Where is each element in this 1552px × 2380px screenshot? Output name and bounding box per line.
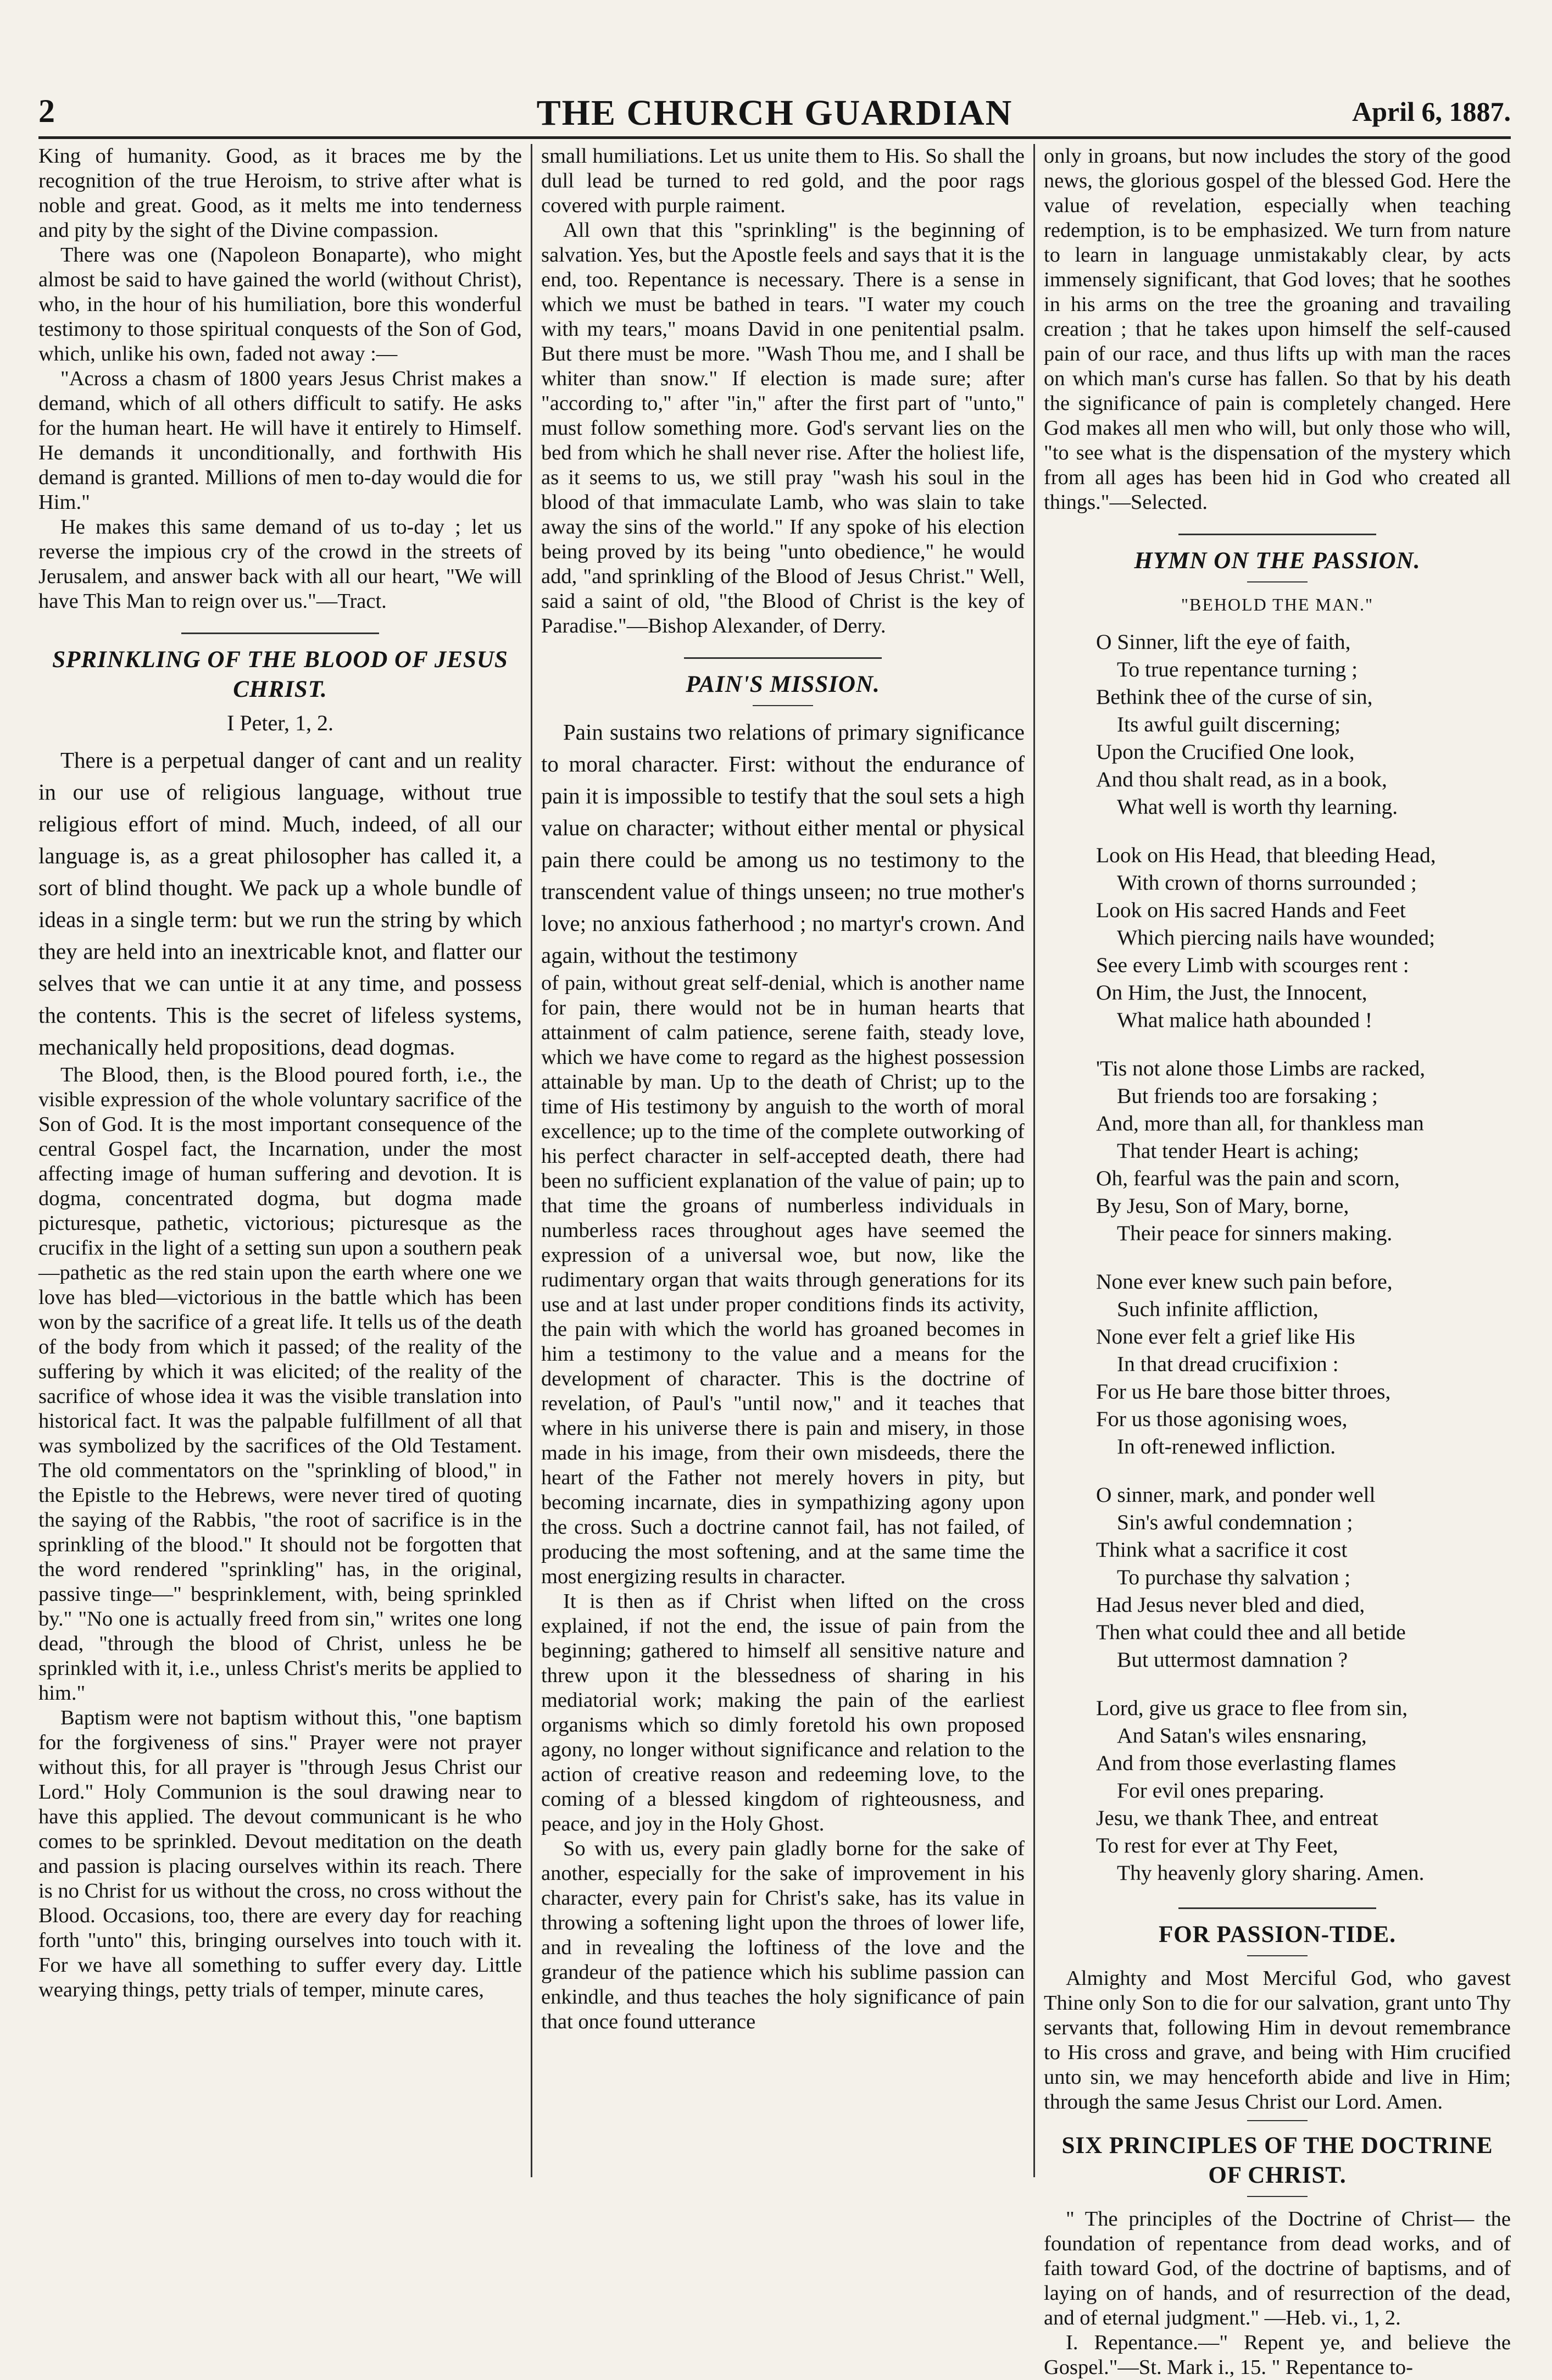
section-separator bbox=[684, 657, 882, 659]
verse-line: Its awful guilt discerning; bbox=[1117, 712, 1340, 736]
page-number: 2 bbox=[38, 93, 55, 129]
hymn-stanza bbox=[1096, 628, 1511, 820]
verse-line: But friends too are forsaking ; bbox=[1117, 1084, 1378, 1108]
hymn-stanza bbox=[1096, 1268, 1511, 1460]
paragraph: " The principles of the Doctrine of Christ— the foundation of repentance from dead works, and of faith toward God, of the doctrine of baptisms, and of laying on of hands, and of resurrection of the dead, and of eternal judgment." —Heb. vi., 1, 2. bbox=[1044, 2207, 1511, 2329]
verse-line: Upon the Crucified One look, bbox=[1096, 740, 1355, 764]
paragraph: I. Repentance.—" Repent ye, and believe the Gospel."—St. Mark i., 15. " Repentance to- bbox=[1044, 2331, 1511, 2379]
verse-line: For evil ones preparing. bbox=[1117, 1778, 1325, 1802]
scripture-reference: I Peter, 1, 2. bbox=[227, 711, 333, 735]
verse-line: Jesu, we thank Thee, and entreat bbox=[1096, 1806, 1378, 1830]
title-underline bbox=[1247, 581, 1308, 582]
paragraph: of pain, without great self-denial, which is another name for pain, there would not be in human hearts that attainment of calm patience, serene faith, steady love, which we have come to regard as the highest possession attainable by man. Up to the death of Christ; up to the time of His testimony by anguish to the worth of moral excellence; up to the time of the complete outworking of his perfect character in self-accepted death, there had been no sufficient explanation of the value of pain; up to that time the groans of numberless individuals in numberless races throughout ages have seemed the expression of a universal woe, but now, like the rudimentary organ that waits through generations for its use and at last under proper conditions finds its activity, the pain with which the world has groaned becomes in him a testimony to the value and a means for the development of character. This is the doctrine of revelation, of Paul's "until now," and it teaches that where in his universe there is pain and misery, in those made in his image, from their own misdeeds, there the heart of the Father not merely hovers in pity, but becoming incarnate, dies in sympathizing agony upon the cross. Such a doctrine cannot fail, has not failed, of producing the most softening, and at the same time the most energizing results in character. bbox=[541, 972, 1025, 1588]
masthead bbox=[38, 92, 1511, 139]
column-rule-right bbox=[1033, 144, 1035, 2177]
verse-line: None ever knew such pain before, bbox=[1096, 1269, 1393, 1294]
paragraph: There was one (Napoleon Bonaparte), who might almost be said to have gained the world (without Christ), who, in the hour of his humiliation, bore this wonderful testimony to those spiritual conquests of the Son of God, which, unlike his own, faded not away :— bbox=[38, 243, 522, 365]
paragraph: Baptism were not baptism without this, "one baptism for the forgiveness of sins." Prayer were not prayer without this, for all prayer is "through Jesus Christ our Lord." Holy Communion is the soul drawing near to have this applied. The devout communicant is he who comes to be sprinkled. Devout meditation on the death and passion is placing ourselves within its reach. There is no Christ for us without the cross, no cross without the Blood. Occasions, too, there are every day for reaching forth "unto" this, bringing ourselves into touch with it. For we have all something to suffer every day. Little wearying things, petty trials of temper, minute cares, bbox=[38, 1706, 522, 2001]
verse-line: Had Jesus never bled and died, bbox=[1096, 1593, 1365, 1617]
column-one bbox=[38, 144, 522, 2177]
paragraph: It is then as if Christ when lifted on the cross explained, if not the end, the issue of pain from the beginning; gathered to himself all sensitive nature and threw upon it the blessedness of sharing in his mediatorial work; making the pain of the earliest organisms which so dimly foretold his own proposed agony, no longer without significance and relation to the action of creative reason and redeeming love, to the coming of a blessed kingdom of righteousness, and peace, and joy in the Holy Ghost. bbox=[541, 1590, 1025, 1835]
verse-line: Bethink thee of the curse of sin, bbox=[1096, 685, 1373, 709]
section-separator bbox=[1178, 534, 1376, 535]
verse-line: Such infinite affliction, bbox=[1117, 1297, 1319, 1321]
paragraph: The Blood, then, is the Blood poured forth, i.e., the visible expression of the whole voluntary sacrifice of the Son of God. It is the most important consequence of the central Gospel fact, the Incarnation, under the most affecting image of human suffering and devotion. It is dogma, concentrated dogma, but dogma made picturesque, pathetic, victorious; picturesque as the crucifix in the light of a setting sun upon a southern peak—pathetic as the red stain upon the earth where one we love has bled—victorious in the battle which has been won by the sacrifice of a great life. It tells us of the death of the body from which it passed; of the reality of the suffering by which it was elicited; of the reality of the sacrifice of whose idea it was the visible translation into historical fact. It was the palpable fulfillment of all that was symbolized by the sacrifices of the Old Testament. The old commentators on the "sprinkling of blood," in the Epistle to the Hebrews, were never tired of quoting the saying of the Rabbis, "the root of sacrifice is in the sprinkling of the blood." It should not be forgotten that the word rendered "sprinkling" has, in the original, passive tinge—" besprinklement, with, being sprinkled by." "No one is actually freed from sin," writes one long dead, "through the blood of Christ, unless he be sprinkled with it, i.e., unless Christ's merits be applied to him." bbox=[38, 1063, 522, 1705]
verse-line: That tender Heart is aching; bbox=[1117, 1139, 1359, 1163]
verse-line: With crown of thorns surrounded ; bbox=[1117, 870, 1417, 895]
prayer-title: FOR PASSION-TIDE. bbox=[1159, 1922, 1396, 1948]
hymn-poem bbox=[1044, 628, 1511, 1887]
quote-paragraph: "Across a chasm of 1800 years Jesus Christ makes a demand, which of all others difficult to satify. He asks for the human heart. He will have it entirely to Himself. He demands it unconditionally, and forthwith His demand is granted. Millions of men to-day would die for Him." bbox=[38, 367, 522, 514]
verse-line: None ever felt a grief like His bbox=[1096, 1324, 1355, 1349]
article-title-pains-mission: PAIN'S MISSION. bbox=[686, 672, 880, 697]
verse-line: For us He bare those bitter throes, bbox=[1096, 1379, 1391, 1403]
issue-date: April 6, 1887. bbox=[1352, 96, 1511, 127]
paragraph: only in groans, but now includes the story of the good news, the glorious gospel of the blessed God. Here the value of revelation, especially when teaching redemption, is to be emphasized. We turn from nature to learn in language unmistakably clear, by acts immensely significant, that God loves; that he soothes in his arms on the tree the groaning and travailing creation ; that he takes upon himself the self-caused pain of our race, and thus lifts up with man the races on which man's curse has fallen. So that by his death the significance of pain is completely changed. Here God makes all men who will, but only those who will, "to see what is the dispensation of the mystery which from all ages has been hid in God who created all things."—Selected. bbox=[1044, 145, 1511, 514]
section-separator bbox=[1178, 1907, 1376, 1909]
verse-line: To rest for ever at Thy Feet, bbox=[1096, 1833, 1338, 1857]
verse-line: Lord, give us grace to flee from sin, bbox=[1096, 1696, 1408, 1720]
verse-line: To true repentance turning ; bbox=[1117, 657, 1358, 681]
verse-line: To purchase thy salvation ; bbox=[1117, 1565, 1351, 1589]
title-underline bbox=[1247, 1955, 1308, 1956]
prayer-text: Almighty and Most Merciful God, who gavest Thine only Son to die for our salvation, grant unto Thy servants that, following Him in devout remembrance to His cross and grave, and being with Him crucified unto sin, we may henceforth abide and live in Him; through the same Jesus Christ our Lord. Amen. bbox=[1044, 1967, 1511, 2113]
hymn-stanza bbox=[1096, 841, 1511, 1034]
paragraph: All own that this "sprinkling" is the beginning of salvation. Yes, but the Apostle feels and says that it is the end, too. Repentance is necessary. There is a sense in which we must be bathed in tears. "I water my couch with my tears," moans David in one penitential psalm. But there must be more. "Wash Thou me, and I shall be whiter than snow." If election is made sure; after "according to," after "in," after the first part of "unto," must follow something more. God's servant lies on the bed from which he shall never rise. After the holiest life, as it seems to us, we still pray "wash his soul in the blood of that immaculate Lamb, who was slain to take away the sins of the world." If any spoke of his election being proved by its being "unto obedience," he would add, "and sprinkling of the Blood of Jesus Christ." Well, said a saint of old, "the Blood of Christ is the key of Paradise."—Bishop Alexander, of Derry. bbox=[541, 219, 1025, 637]
verse-line: O sinner, mark, and ponder well bbox=[1096, 1483, 1376, 1507]
hymn-stanza bbox=[1096, 1055, 1511, 1247]
verse-line: 'Tis not alone those Limbs are racked, bbox=[1096, 1056, 1426, 1080]
verse-line: What well is worth thy learning. bbox=[1117, 795, 1398, 819]
column-rule-left bbox=[531, 144, 532, 2177]
doctrine-title: SIX PRINCIPLES OF THE DOCTRINE OF CHRIST. bbox=[1061, 2133, 1493, 2188]
verse-line: What malice hath abounded ! bbox=[1117, 1008, 1373, 1032]
verse-line: O Sinner, lift the eye of faith, bbox=[1096, 630, 1351, 654]
verse-line: And, more than all, for thankless man bbox=[1096, 1111, 1424, 1135]
paragraph: He makes this same demand of us to-day ; let us reverse the impious cry of the crowd in the streets of Jerusalem, and answer back with all our heart, "We will have This Man to reign over us."—Tract. bbox=[38, 515, 522, 613]
article-title-sprinkling: SPRINKLING OF THE BLOOD OF JESUS CHRIST. bbox=[52, 647, 508, 702]
verse-line: Look on His sacred Hands and Feet bbox=[1096, 898, 1406, 922]
hymn-stanza bbox=[1096, 1481, 1511, 1673]
column-two bbox=[541, 144, 1025, 2177]
title-underline bbox=[1247, 2196, 1308, 2197]
verse-line: In that dread crucifixion : bbox=[1117, 1352, 1339, 1376]
verse-line: In oft-renewed infliction. bbox=[1117, 1434, 1336, 1458]
section-separator bbox=[181, 633, 379, 634]
paragraph: King of humanity. Good, as it braces me by the recognition of the true Heroism, to strive after what is noble and great. Good, as it melts me into tenderness and pity by the sight of the Divine compassion. bbox=[38, 145, 522, 242]
hymn-title: HYMN ON THE PASSION. bbox=[1134, 548, 1421, 574]
verse-line: Thy heavenly glory sharing. Amen. bbox=[1117, 1861, 1425, 1885]
verse-line: Which piercing nails have wounded; bbox=[1117, 925, 1436, 950]
verse-line: Look on His Head, that bleeding Head, bbox=[1096, 843, 1436, 867]
verse-line: But uttermost damnation ? bbox=[1117, 1647, 1348, 1672]
paragraph: Pain sustains two relations of primary significance to moral character. First: without the endurance of pain it is impossible to testify that the soul sets a high value on character; without either mental or physical pain there could be among us no testimony to the transcendent value of things unseen; no true mother's love; no anxious fatherhood ; no martyr's crown. And again, without the testimony bbox=[541, 719, 1025, 968]
verse-line: By Jesu, Son of Mary, borne, bbox=[1096, 1194, 1349, 1218]
paragraph: There is a perpetual danger of cant and un reality in our use of religious language, without true religious effort of mind. Much, indeed, of all our language is, as a great philosopher has called it, a sort of blind thought. We pack up a whole bundle of ideas in a single term: but we run the string by which they are held into an inextricable knot, and flatter our selves that we can untie it at any time, and possess the contents. This is the secret of lifeless systems, mechanically held propositions, dead dogmas. bbox=[38, 747, 522, 1059]
verse-line: Their peace for sinners making. bbox=[1117, 1221, 1393, 1245]
column-three bbox=[1044, 144, 1511, 2379]
verse-line: See every Limb with scourges rent : bbox=[1096, 953, 1409, 977]
verse-line: And Satan's wiles ensnaring, bbox=[1117, 1723, 1367, 1747]
verse-line: Then what could thee and all betide bbox=[1096, 1620, 1406, 1644]
hymn-stanza bbox=[1096, 1694, 1511, 1887]
verse-line: For us those agonising woes, bbox=[1096, 1407, 1348, 1431]
verse-line: And thou shalt read, as in a book, bbox=[1096, 767, 1387, 791]
verse-line: On Him, the Just, the Innocent, bbox=[1096, 980, 1367, 1005]
title-underline bbox=[753, 705, 813, 706]
verse-line: Oh, fearful was the pain and scorn, bbox=[1096, 1166, 1400, 1190]
verse-line: And from those everlasting flames bbox=[1096, 1751, 1397, 1775]
verse-line: Sin's awful condemnation ; bbox=[1117, 1510, 1353, 1534]
hymn-motto: "BEHOLD THE MAN." bbox=[1181, 595, 1374, 614]
newspaper-title: THE CHURCH GUARDIAN bbox=[536, 93, 1013, 133]
section-separator bbox=[1247, 2120, 1308, 2121]
paragraph: small humiliations. Let us unite them to His. So shall the dull lead be turned to red gold, and the poor rags covered with purple raiment. bbox=[541, 145, 1025, 217]
verse-line: Think what a sacrifice it cost bbox=[1096, 1538, 1348, 1562]
paragraph: So with us, every pain gladly borne for the sake of another, especially for the sake of improvement in his character, every pain for Christ's sake, has its value in throwing a softening light upon the throes of lower life, and in revealing the loftiness of the love and the grandeur of the patience which his sublime passion can enkindle, and thus teaches the holy significance of pain that once found utterance bbox=[541, 1837, 1025, 2033]
